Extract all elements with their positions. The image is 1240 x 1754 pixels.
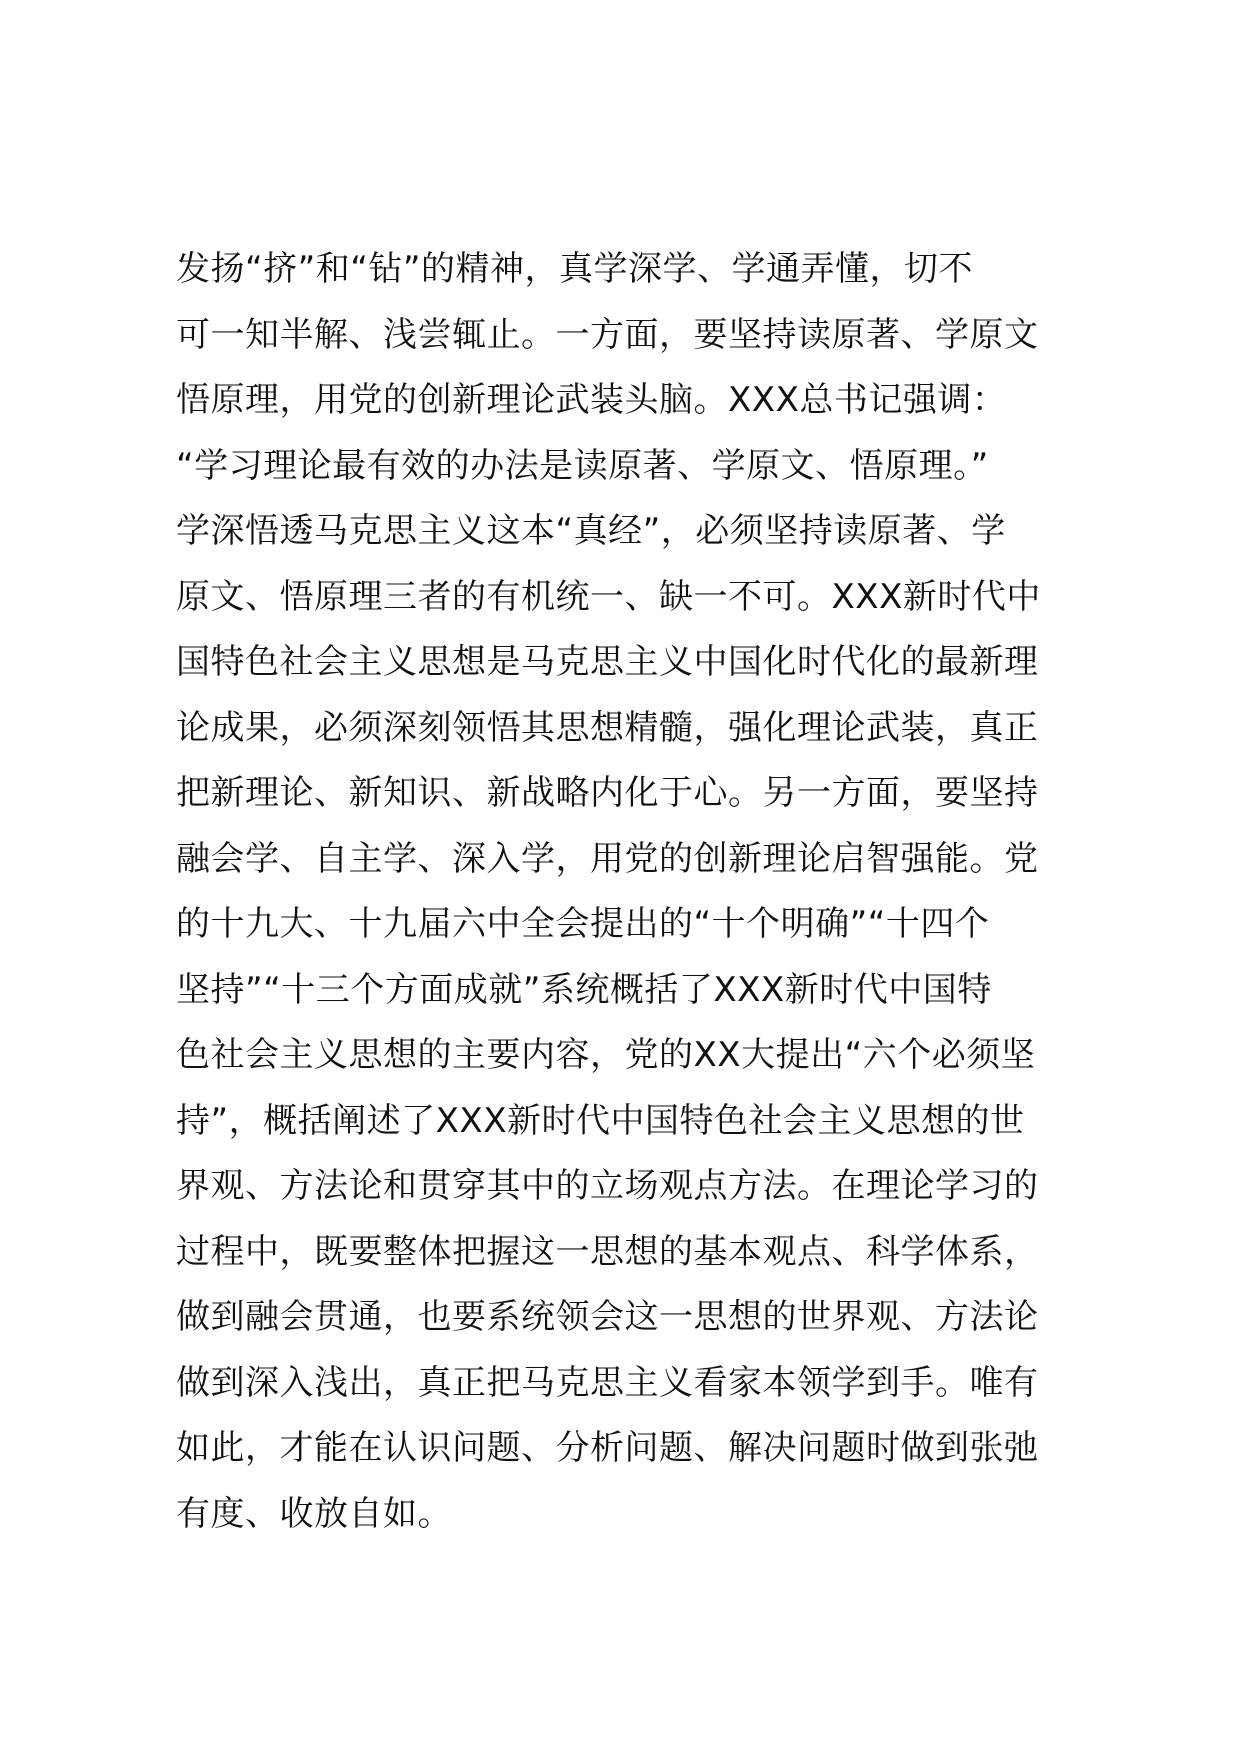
paragraph-line: 把新理论、新知识、新战略内化于心。另一方面，要坚持 <box>176 773 1039 813</box>
paragraph-line: 的十九大、十九届六中全会提出的“十个明确”“十四个 <box>176 904 990 944</box>
paragraph-line: 发扬“挤”和“钻”的精神，真学深学、学通弄懂，切不 <box>176 249 973 289</box>
paragraph-line: 持”，概括阐述了XXX新时代中国特色社会主义思想的世 <box>176 1100 1025 1141</box>
paragraph-line: 悟原理，用党的创新理论武装头脑。XXX总书记强调： <box>176 380 1007 420</box>
paragraph-line: 色社会主义思想的主要内容，党的XX大提出“六个必须坚 <box>176 1035 1036 1075</box>
paragraph-line: 有度、收放自如。 <box>176 1493 452 1534</box>
paragraph-line: 界观、方法论和贯穿其中的立场观点方法。在理论学习的 <box>176 1166 1039 1206</box>
paragraph-line: “学习理论最有效的办法是读原著、学原文、悟原理。” <box>176 445 989 486</box>
paragraph-line: 做到融会贯通，也要系统领会这一思想的世界观、方法论 <box>176 1297 1039 1337</box>
body-paragraph <box>176 237 1106 1547</box>
paragraph-line: 可一知半解、浅尝辄止。一方面，要坚持读原著、学原文 <box>176 314 1039 355</box>
paragraph-line: 做到深入浅出，真正把马克思主义看家本领学到手。唯有 <box>176 1362 1039 1403</box>
paragraph-line: 原文、悟原理三者的有机统一、缺一不可。XXX新时代中 <box>176 576 1041 617</box>
paragraph-line: 如此，才能在认识问题、分析问题、解决问题时做到张弛 <box>176 1428 1039 1468</box>
paragraph-line: 论成果，必须深刻领悟其思想精髓，强化理论武装，真正 <box>176 707 1039 748</box>
paragraph-line: 坚持”“十三个方面成就”系统概括了XXX新时代中国特 <box>176 969 992 1010</box>
paragraph-line: 国特色社会主义思想是马克思主义中国化时代化的最新理 <box>176 642 1039 682</box>
paragraph-line: 过程中，既要整体把握这一思想的基本观点、科学体系， <box>176 1231 1039 1272</box>
paragraph-line: 学深悟透马克思主义这本“真经”，必须坚持读原著、学 <box>176 511 1006 551</box>
paragraph-line: 融会学、自主学、深入学，用党的创新理论启智强能。党 <box>176 838 1039 879</box>
